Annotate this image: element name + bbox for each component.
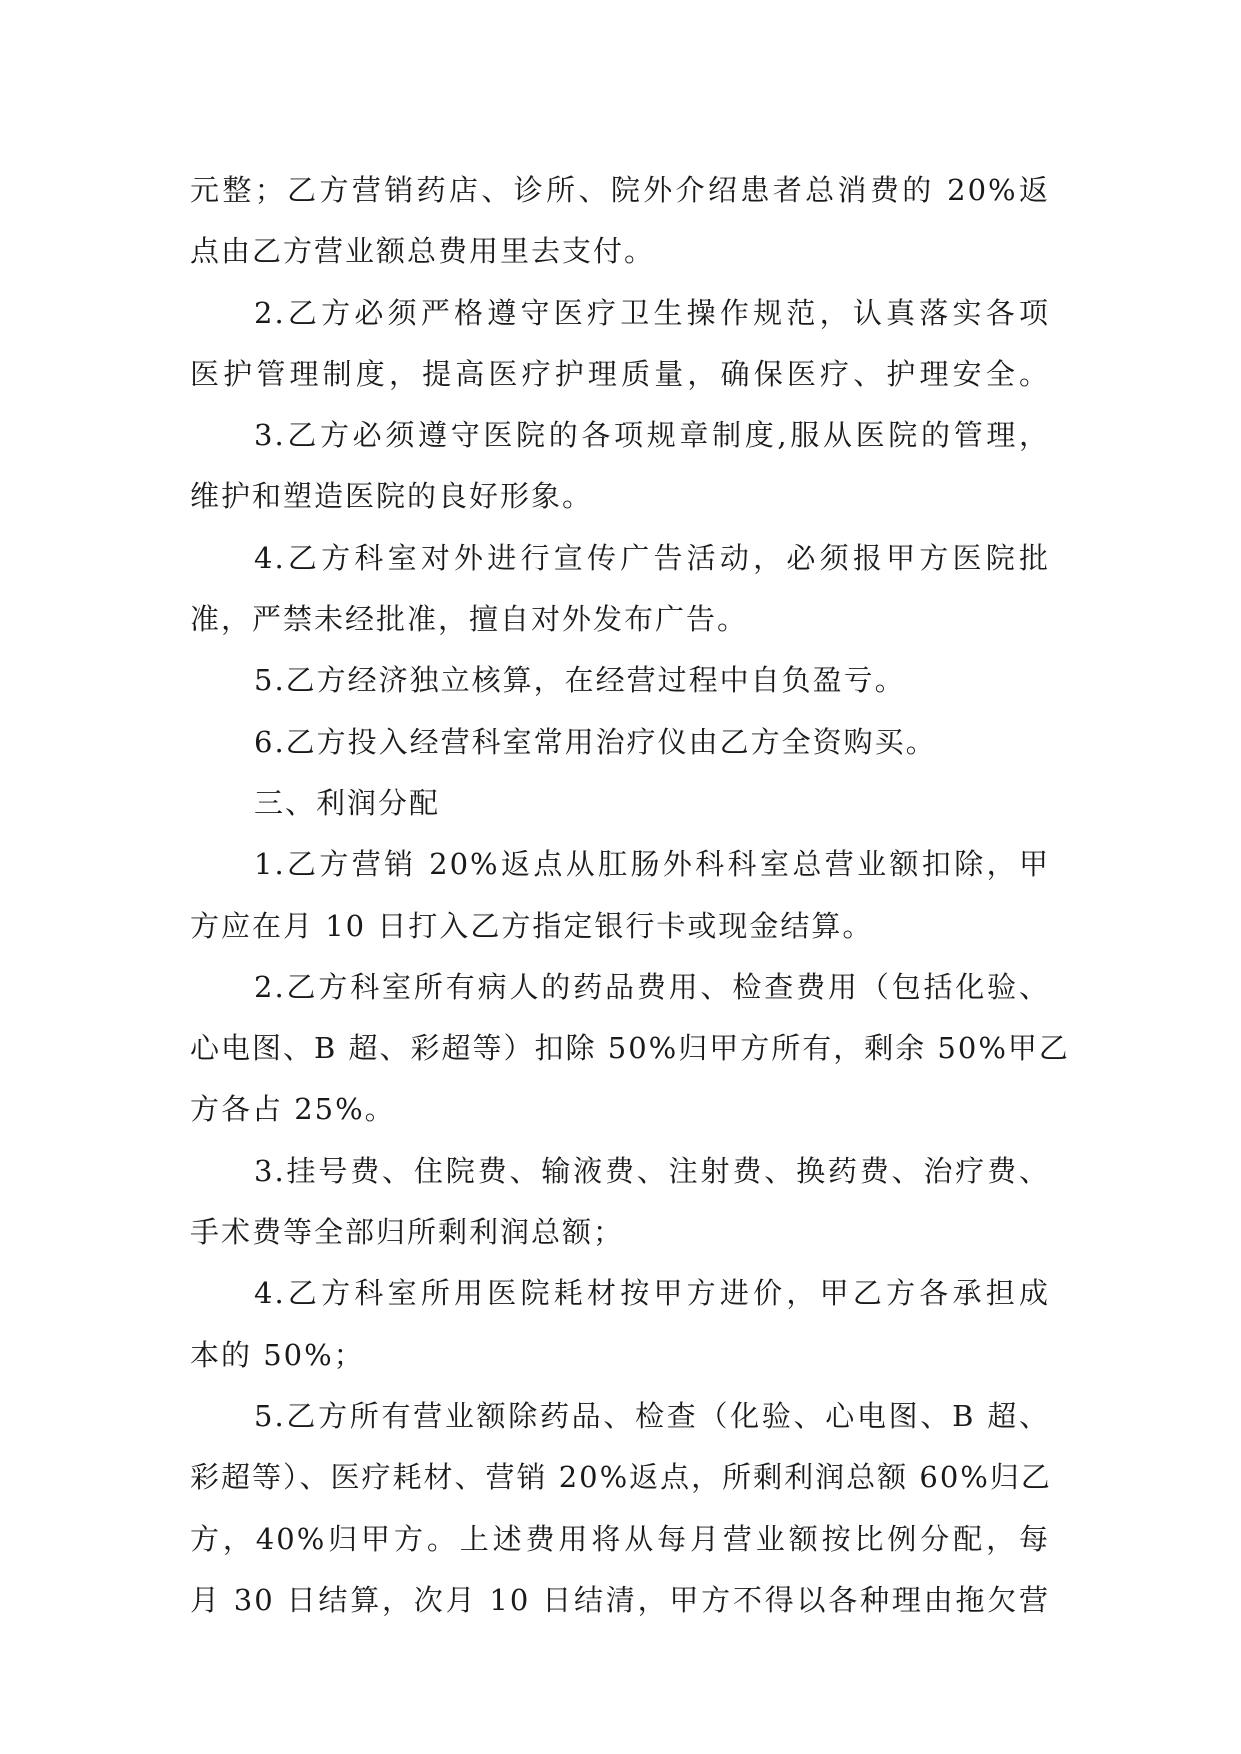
text-line: 维护和塑造医院的良好形象。 <box>190 479 594 514</box>
text-line: 医护管理制度，提高医疗护理质量，确保医疗、护理安全。 <box>190 356 1050 391</box>
text-line: 6.乙方投入经营科室常用治疗仪由乙方全资购买。 <box>254 724 937 759</box>
text-line: 2.乙方科室所有病人的药品费用、检查费用（包括化验、 <box>254 969 1050 1004</box>
text-line: 心电图、B 超、彩超等）扣除 50%归甲方所有，剩余 50%甲乙 <box>190 1031 1070 1066</box>
text-line: 5.乙方经济独立核算，在经营过程中自负盈亏。 <box>254 663 906 698</box>
text-line: 月 30 日结算，次月 10 日结清，甲方不得以各种理由拖欠营 <box>190 1582 1050 1617</box>
text-line: 5.乙方所有营业额除药品、检查（化验、心电图、B 超、 <box>254 1398 1050 1433</box>
text-line: 2.乙方必须严格遵守医疗卫生操作规范，认真落实各项 <box>254 295 1050 330</box>
text-line: 准，严禁未经批准，擅自对外发布广告。 <box>190 602 749 637</box>
text-line: 彩超等）、医疗耗材、营销 20%返点，所剩利润总额 60%归乙 <box>190 1460 1052 1495</box>
text-line: 3.乙方必须遵守医院的各项规章制度,服从医院的管理， <box>254 418 1050 453</box>
text-line: 元整；乙方营销药店、诊所、院外介绍患者总消费的 20%返 <box>190 173 1050 207</box>
document-body <box>190 160 1070 1631</box>
text-line: 本的 50%； <box>190 1337 365 1372</box>
text-line: 1.乙方营销 20%返点从肛肠外科科室总营业额扣除，甲 <box>254 847 1050 882</box>
text-line: 方各占 25%。 <box>190 1092 396 1127</box>
text-line: 手术费等全部归所剩利润总额； <box>190 1215 625 1250</box>
text-line: 三、利润分配 <box>254 785 441 820</box>
text-line: 方应在月 10 日打入乙方指定银行卡或现金结算。 <box>190 908 874 943</box>
text-line: 4.乙方科室所用医院耗材按甲方进价，甲乙方各承担成 <box>254 1276 1050 1311</box>
text-line: 点由乙方营业额总费用里去支付。 <box>190 234 656 269</box>
text-line: 3.挂号费、住院费、输液费、注射费、换药费、治疗费、 <box>254 1153 1050 1188</box>
text-line: 方，40%归甲方。上述费用将从每月营业额按比例分配，每 <box>190 1521 1050 1556</box>
text-line: 4.乙方科室对外进行宣传广告活动，必须报甲方医院批 <box>254 540 1050 575</box>
